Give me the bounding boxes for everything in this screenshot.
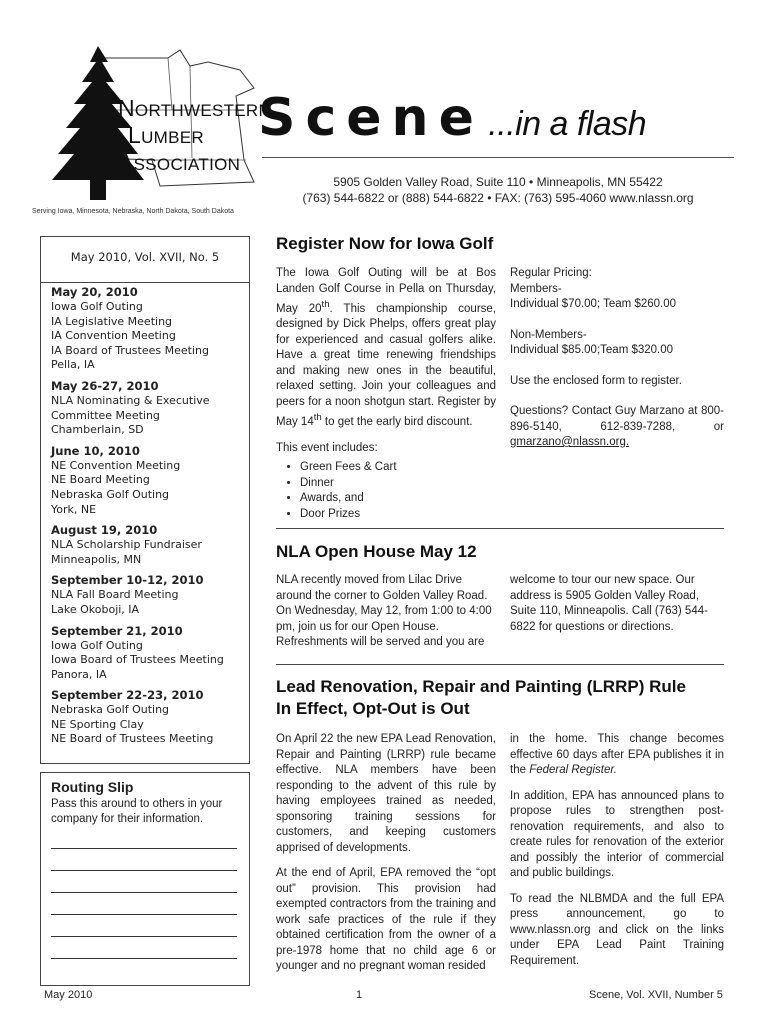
routing-slip (40, 772, 250, 986)
article-paragraph: On April 22 the new EPA Lead Renovation, Repair and Painting (LRRP) rule became effective. NLA members have been responding to the advent of this rule by having employees trained as needed, sponsoring training sessions for customers, and keeping customers apprised of developments. (276, 733, 496, 854)
section-divider (276, 664, 724, 665)
section-divider (276, 528, 724, 529)
event-detail: Committee Meeting (51, 408, 160, 422)
events-list (51, 285, 239, 747)
event-detail: IA Convention Meeting (51, 329, 176, 343)
masthead-subtitle: ...in a flash (488, 105, 647, 143)
routing-slip-text: Pass this around to others in your company for their information. (51, 798, 223, 826)
event-detail: Iowa Golf Outing (51, 638, 143, 652)
routing-slip-title: Routing Slip (51, 779, 134, 796)
article-title-open-house: NLA Open House May 12 (276, 542, 477, 561)
event-item (51, 688, 239, 747)
event-detail: Panora, IA (51, 667, 107, 681)
nonmembers-price: Individual $85.00;Team $320.00 (510, 344, 674, 356)
event-detail: Lake Okoboji, IA (51, 602, 140, 616)
contact-line: (763) 544-6822 or (888) 544-6822 • FAX: (763) 595-4060 www.nlassn.org (302, 191, 694, 205)
event-detail: NE Board of Trustees Meeting (51, 732, 214, 746)
list-item: • Dinner (300, 476, 496, 492)
contact-email-link[interactable]: gmarzano@nlassn.org. (510, 436, 630, 448)
event-detail: NLA Scholarship Fundraiser (51, 538, 202, 552)
logo-tagline: Serving Iowa, Minnesota, Nebraska, North Dakota, South Dakota (32, 208, 234, 215)
list-item: • Green Fees & Cart (300, 460, 496, 476)
header-divider (262, 157, 734, 158)
event-detail: Iowa Golf Outing (51, 300, 143, 313)
event-detail: Pella, IA (51, 358, 95, 372)
article-paragraph: The Iowa Golf Outing will be at Bos Landen Golf Course in Pella on Thursday, May 20th. This championship course, designed by Dick Phelps, offers great play for experienced and casual golfers alike. Have a great time renewing friendships and making new ones in the beautiful, relaxed setting. Join your colleagues and peers for a noon shotgun start. Register by May 14th to get the early bird discount. (276, 267, 496, 429)
event-detail: York, NE (51, 502, 97, 516)
article-iowa-golf-col1 (276, 266, 496, 522)
footer-date: May 2010 (44, 989, 93, 1001)
event-detail: Nebraska Golf Outing (51, 487, 170, 501)
event-detail: Chamberlain, SD (51, 423, 144, 437)
article-open-house-col1: NLA recently moved from Lilac Drive around the corner to Golden Valley Road. On Wednesday, May 12, from 1:00 to 4:00 pm, join us for our Open House. Refreshments will be served and you are (276, 574, 492, 648)
article-lrrp-col1 (276, 732, 496, 985)
members-label: Members- (510, 282, 562, 295)
article-open-house-col2: welcome to tour our new space. Our address is 5905 Golden Valley Road, Suite 110, Minneapolis. Call (763) 544-6822 for questions or directions. (510, 574, 708, 633)
article-paragraph: At the end of April, EPA removed the “opt out” provision. This provision had exempted contractors from the training and work safe practices of the rule if they obtained certification from the owner of a pre-1978 home that no child age 6 or younger and no pregnant woman resided (276, 867, 496, 972)
article-title-lrrp (276, 676, 686, 720)
form-instructions: Use the enclosed form to register. (510, 374, 682, 387)
event-date: September 10-12, 2010 (51, 573, 204, 588)
signature-line (51, 870, 237, 871)
event-item (51, 523, 239, 567)
event-date: June 10, 2010 (51, 443, 140, 458)
article-title-iowa-golf: Register Now for Iowa Golf (276, 234, 494, 253)
pricing-label: Regular Pricing: (510, 267, 592, 279)
logo-word-northwestern: NORTHWESTERN (118, 95, 272, 121)
list-item: • Door Prizes (300, 507, 496, 523)
event-item (51, 444, 239, 517)
event-item (51, 285, 239, 373)
event-date: May 26-27, 2010 (51, 378, 159, 393)
article-iowa-golf-col2 (510, 266, 724, 451)
event-detail: IA Legislative Meeting (51, 314, 173, 328)
event-date: September 21, 2010 (51, 623, 183, 638)
article-paragraph: In addition, EPA has announced plans to propose rules to strengthen post-renovation requirements, and also to create rules for renovation of the exterior and possibly the interior of commercial and public buildings. (510, 789, 724, 879)
footer-page-number: 1 (356, 989, 363, 1001)
signature-line (51, 936, 237, 937)
masthead-title: Scene (258, 88, 484, 148)
footer-issue: Scene, Vol. XVII, Number 5 (589, 989, 723, 1001)
logo-word-lumber: LUMBER (128, 122, 204, 148)
nonmembers-label: Non-Members- (510, 328, 587, 341)
signature-line (51, 848, 237, 849)
logo-word-association: ASSOCIATION (118, 149, 241, 175)
signature-line (51, 892, 237, 893)
article-title-line: In Effect, Opt-Out is Out (276, 699, 470, 718)
event-detail: Iowa Board of Trustees Meeting (51, 653, 224, 667)
issue-info: May 2010, Vol. XVII, No. 5 (70, 250, 220, 264)
signature-line (51, 958, 237, 959)
event-detail: NE Board Meeting (51, 473, 150, 487)
masthead (258, 88, 646, 148)
event-date: September 22-23, 2010 (51, 688, 204, 703)
event-date: May 20, 2010 (51, 285, 138, 299)
article-lrrp-col2 (510, 732, 724, 979)
article-title-line: Lead Renovation, Repair and Painting (LRRP) Rule (276, 677, 686, 696)
event-detail: NE Convention Meeting (51, 458, 181, 472)
list-item: • Awards, and (300, 491, 496, 507)
questions-text: Questions? Contact Guy Marzano at 800-896-5140, 612-839-7288, or gmarzano@nlassn.org. (510, 405, 724, 448)
article-paragraph: To read the NLBMDA and the full EPA press announcement, go to www.nlassn.org and click on the links under EPA Lead Paint Training Requirement. (510, 892, 724, 967)
members-price: Individual $70.00; Team $260.00 (510, 298, 677, 310)
divider (41, 282, 249, 283)
event-item (51, 624, 239, 683)
event-item (51, 573, 239, 617)
includes-label: This event includes: (276, 441, 378, 454)
nla-logo (32, 40, 272, 225)
event-detail: IA Board of Trustees Meeting (51, 343, 209, 357)
event-detail: Minneapolis, MN (51, 552, 142, 566)
event-detail: NLA Fall Board Meeting (51, 588, 179, 602)
event-detail: NLA Nominating & Executive (51, 393, 210, 407)
events-calendar-box (40, 236, 250, 764)
article-paragraph: in the home. This change becomes effective 60 days after EPA publishes it in the Federal Register. (510, 733, 724, 776)
event-date: August 19, 2010 (51, 523, 158, 538)
event-item (51, 379, 239, 438)
signature-line (51, 914, 237, 915)
address-block (262, 174, 734, 206)
event-detail: NE Sporting Clay (51, 717, 144, 731)
includes-list (276, 460, 496, 522)
address-line: 5905 Golden Valley Road, Suite 110 • Minneapolis, MN 55422 (333, 175, 663, 189)
event-detail: Nebraska Golf Outing (51, 703, 170, 717)
sidebar (40, 236, 250, 986)
